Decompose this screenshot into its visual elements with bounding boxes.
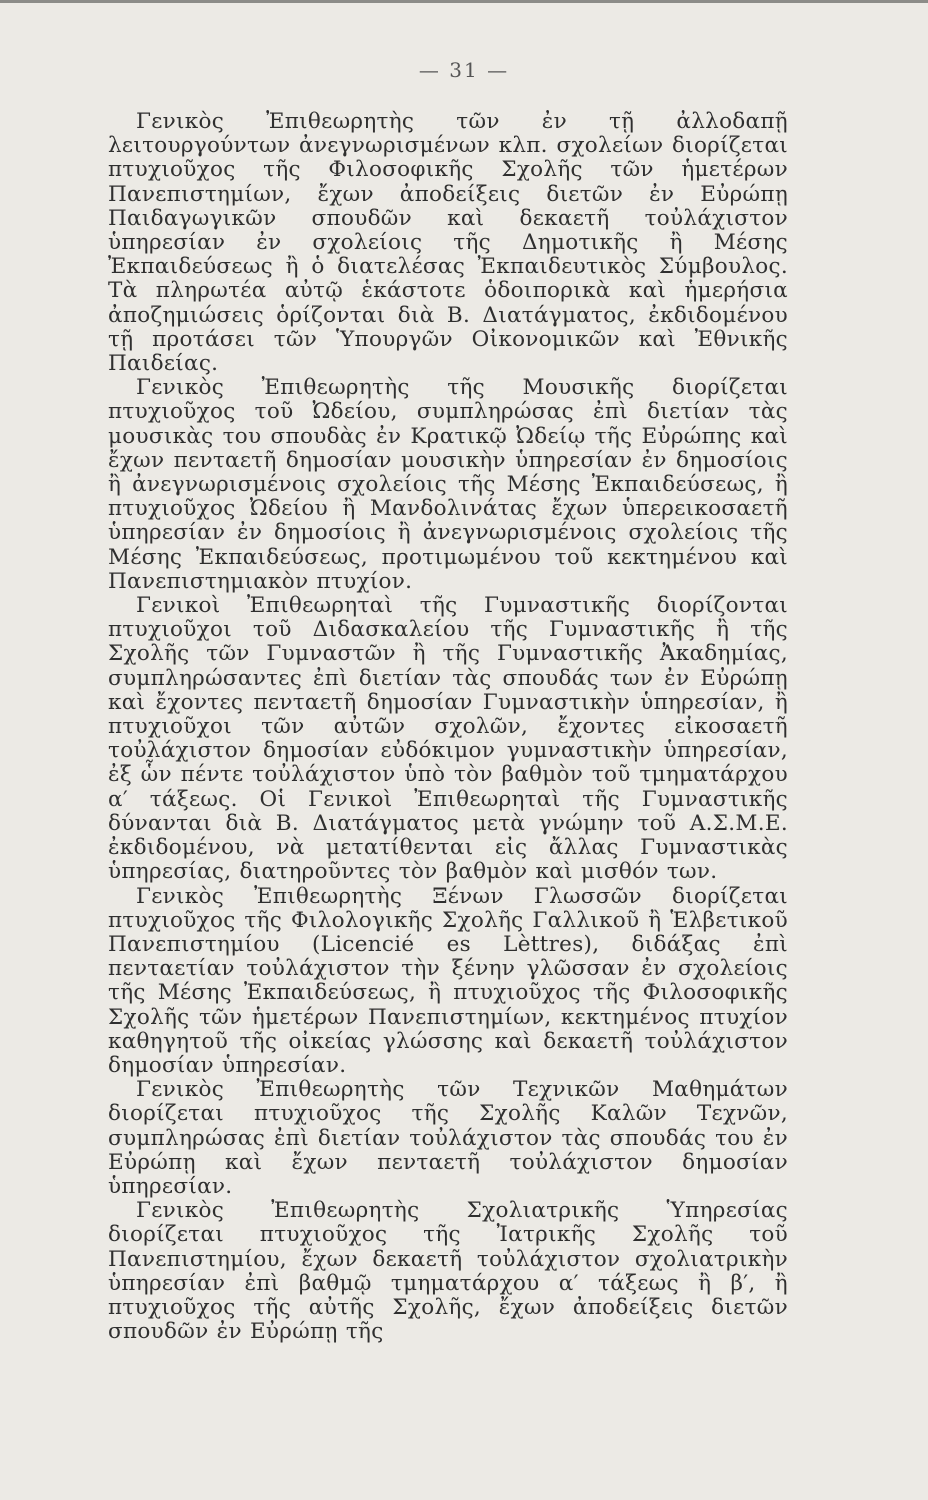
paragraph-school-medical-inspector: Γενικὸς Ἐπιθεωρητὴς Σχολιατρικῆς Ὑπηρεσίας διορίζεται πτυχιοῦχος τῆς Ἰατρικῆς Σχολῆς τοῦ Πανεπιστημίου, ἔχων δεκαετῆ τοὐλάχιστον σχολιατρικὴν ὑπηρεσίαν ἐπὶ βαθμῷ τμηματάρχου α′ τάξεως ἢ β′, ἢ πτυχιοῦχος τῆς αὐτῆς Σχολῆς, ἔχων ἀποδείξεις διετῶν σπουδῶν ἐν Εὐρώπῃ τῆς [108,1198,788,1345]
paragraph-gymnastics-inspectors: Γενικοὶ Ἐπιθεωρηταὶ τῆς Γυμναστικῆς διορίζονται πτυχιοῦχοι τοῦ Διδασκαλείου τῆς Γυμναστικῆς ἢ τῆς Σχολῆς τῶν Γυμναστῶν ἢ τῆς Γυμναστικῆς Ἀκαδημίας, συμπληρώσαντες ἐπὶ διετίαν τὰς σπουδάς των ἐν Εὐρώπῃ καὶ ἔχοντες πενταετῆ δημοσίαν Γυμναστικὴν ὑπηρεσίαν, ἢ πτυχιοῦχοι τῶν αὐτῶν σχολῶν, ἔχοντες εἰκοσαετῆ τοὐλάχιστον δημοσίαν εὐδόκιμον γυμναστικὴν ὑπηρεσίαν, ἐξ ὧν πέντε τοὐλάχιστον ὑπὸ τὸν βαθμὸν τοῦ τμηματάρχου α′ τάξεως. Οἱ Γενικοὶ Ἐπιθεωρηταὶ τῆς Γυμναστικῆς δύνανται διὰ Β. Διατάγματος μετὰ γνώμην τοῦ Α.Σ.Μ.Ε. ἐκδιδομένου, νὰ μετατίθενται εἰς ἄλλας Γυμναστικὰς ὑπηρεσίας, διατηροῦντες τὸν βαθμὸν καὶ μισθόν των. [108,593,788,885]
body-text [108,110,788,1344]
paragraph-music-inspector: Γενικὸς Ἐπιθεωρητὴς τῆς Μουσικῆς διορίζεται πτυχιοῦχος τοῦ Ὠδείου, συμπληρώσας ἐπὶ διετίαν τὰς μουσικὰς του σπουδὰς ἐν Κρατικῷ Ὠδείῳ τῆς Εὐρώπης καὶ ἔχων πενταετῆ δημοσίαν μουσικὴν ὑπηρεσίαν ἐν δημοσίοις ἢ ἀνεγνωρισμένοις σχολείοις τῆς Μέσης Ἐκπαιδεύσεως, ἢ πτυχιοῦχος Ὠδείου ἢ Μανδολινάτας ἔχων ὑπερεικοσαετῆ ὑπηρεσίαν ἐν δημοσίοις ἢ ἀνεγνωρισμένοις σχολείοις τῆς Μέσης Ἐκπαιδεύσεως, προτιμωμένου τοῦ κεκτημένου καὶ Πανεπιστημιακὸν πτυχίον. [108,375,788,594]
paragraph-foreign-languages-inspector: Γενικὸς Ἐπιθεωρητὴς Ξένων Γλωσσῶν διορίζεται πτυχιοῦχος τῆς Φιλολογικῆς Σχολῆς Γαλλικοῦ ἢ Ἑλβετικοῦ Πανεπιστημίου (Licencié es Lèttres), διδάξας ἐπὶ πενταετίαν τοὐλάχιστον τὴν ξένην γλῶσσαν ἐν σχολείοις τῆς Μέσης Ἐκπαιδεύσεως, ἢ πτυχιοῦχος τῆς Φιλοσοφικῆς Σχολῆς τῶν ἡμετέρων Πανεπιστημίων, κεκτημένος πτυχίον καθηγητοῦ τῆς οἰκείας γλώσσης καὶ δεκαετῆ τοὐλάχιστον δημοσίαν ὑπηρεσίαν. [108,883,788,1078]
paragraph-foreign-schools-inspector: Γενικὸς Ἐπιθεωρητὴς τῶν ἐν τῇ ἀλλοδαπῇ λειτουργούντων ἀνεγνωρισμένων κλπ. σχολείων διορίζεται πτυχιοῦχος τῆς Φιλοσοφικῆς Σχολῆς τῶν ἡμετέρων Πανεπιστημίων, ἔχων ἀποδείξεις διετῶν ἐν Εὐρώπῃ Παιδαγωγικῶν σπουδῶν καὶ δεκαετῆ τοὐλάχιστον ὑπηρεσίαν ἐν σχολείοις τῆς Δημοτικῆς ἢ Μέσης Ἐκπαιδεύσεως ἢ ὁ διατελέσας Ἐκπαιδευτικὸς Σύμβουλος. Τὰ πληρωτέα αὐτῷ ἑκάστοτε ὁδοιπορικὰ καὶ ἡμερήσια ἀποζημιώσεις ὁρίζονται διὰ Β. Διατάγματος, ἐκδιδομένου τῇ προτάσει τῶν Ὑπουργῶν Οἰκονομικῶν καὶ Ἐθνικῆς Παιδείας. [108,109,788,377]
page-number: — 31 — [418,58,510,82]
paragraph-technical-subjects-inspector: Γενικὸς Ἐπιθεωρητὴς τῶν Τεχνικῶν Μαθημάτων διορίζεται πτυχιοῦχος τῆς Σχολῆς Καλῶν Τεχνῶν, συμπληρώσας ἐπὶ διετίαν τοὐλάχιστον τὰς σπουδάς του ἐν Εὐρώπῃ καὶ ἔχων πενταετῆ τοὐλάχιστον δημοσίαν ὑπηρεσίαν. [108,1077,788,1199]
top-border-line [0,0,928,3]
